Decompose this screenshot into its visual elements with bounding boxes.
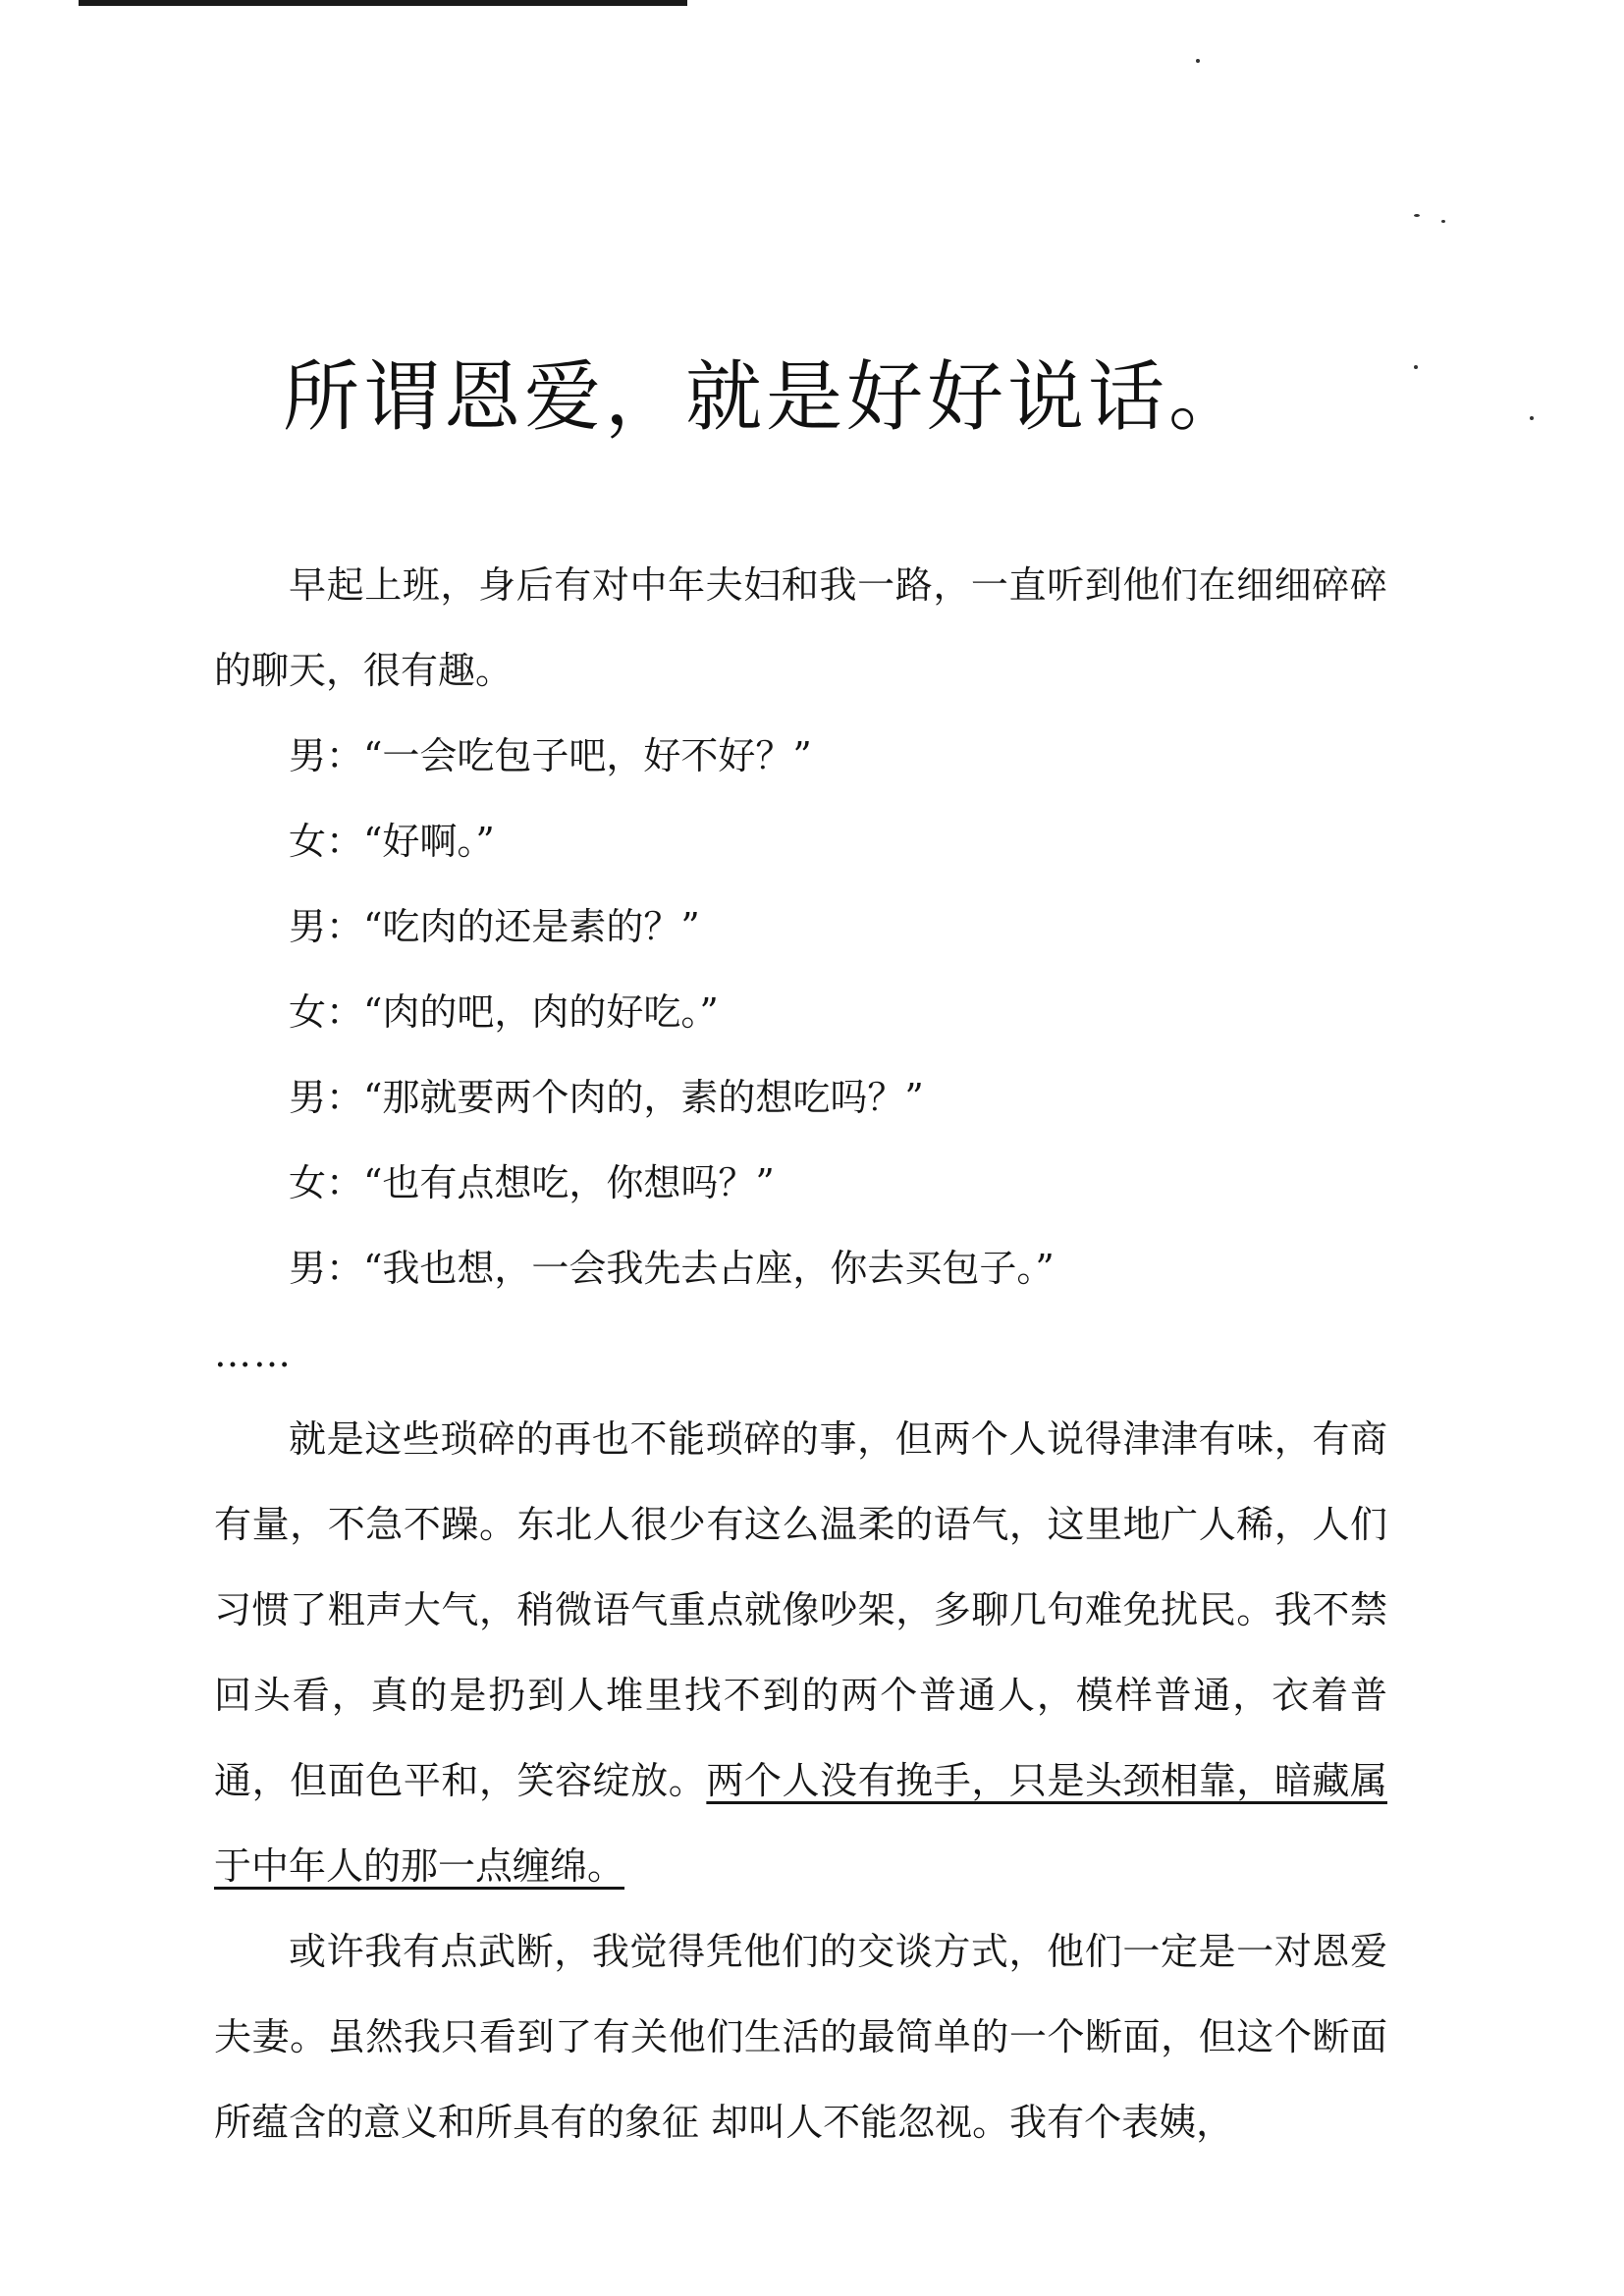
scan-speck — [1530, 416, 1534, 420]
paragraph-1: 早起上班，身后有对中年夫妇和我一路，一直听到他们在细细碎碎的聊天，很有趣。 — [214, 563, 1387, 692]
dialogue-line: 男：“我也想，一会我先去占座，你去买包子。” — [289, 1247, 1055, 1290]
scan-speck — [1196, 59, 1200, 63]
dialogue-line: 女：“也有点想吃，你想吗？” — [289, 1161, 775, 1204]
dialogue-line: 男：“那就要两个肉的，素的想吃吗？” — [289, 1076, 924, 1119]
dialogue-line: 男：“吃肉的还是素的？” — [289, 905, 700, 948]
ellipsis-line: …… — [214, 1332, 293, 1375]
underlined-sentence: 两个人没有挽手，只是头颈相靠，暗藏属于中年人的那一点缠绵。 — [214, 1759, 1387, 1888]
dialogue-line: 男：“一会吃包子吧，好不好？” — [289, 734, 812, 777]
dialogue-line: 女：“好啊。” — [289, 820, 495, 863]
dialogue-line: 女：“肉的吧，肉的好吃。” — [289, 990, 719, 1034]
document-title: 所谓恩爱，就是好好说话。 — [283, 353, 1250, 442]
paragraph-2 — [214, 1397, 1387, 1909]
paragraph-2-text: 就是这些琐碎的再也不能琐碎的事，但两个人说得津津有味，有商有量，不急不躁。东北人很少有这么温柔的语气，这里地广人稀，人们习惯了粗声大气，稍微语气重点就像吵架，多聊几句难免扰民。我不禁回头看，真的是扔到人堆里找不到的两个普通人，模样普通，衣着普通，但面色平和，笑容绽放。 — [214, 1417, 1387, 1802]
scan-speck — [1441, 220, 1445, 223]
scan-speck — [1414, 214, 1420, 217]
paragraph-3: 或许我有点武断，我觉得凭他们的交谈方式，他们一定是一对恩爱夫妻。虽然我只看到了有关他们生活的最简单的一个断面，但这个断面所蕴含的意义和所具有的象征 却叫人不能忽视。我有个表姨， — [214, 1930, 1387, 2144]
scan-speck — [1414, 365, 1418, 369]
document-body — [214, 543, 1387, 2165]
scan-edge-mark — [79, 0, 687, 6]
